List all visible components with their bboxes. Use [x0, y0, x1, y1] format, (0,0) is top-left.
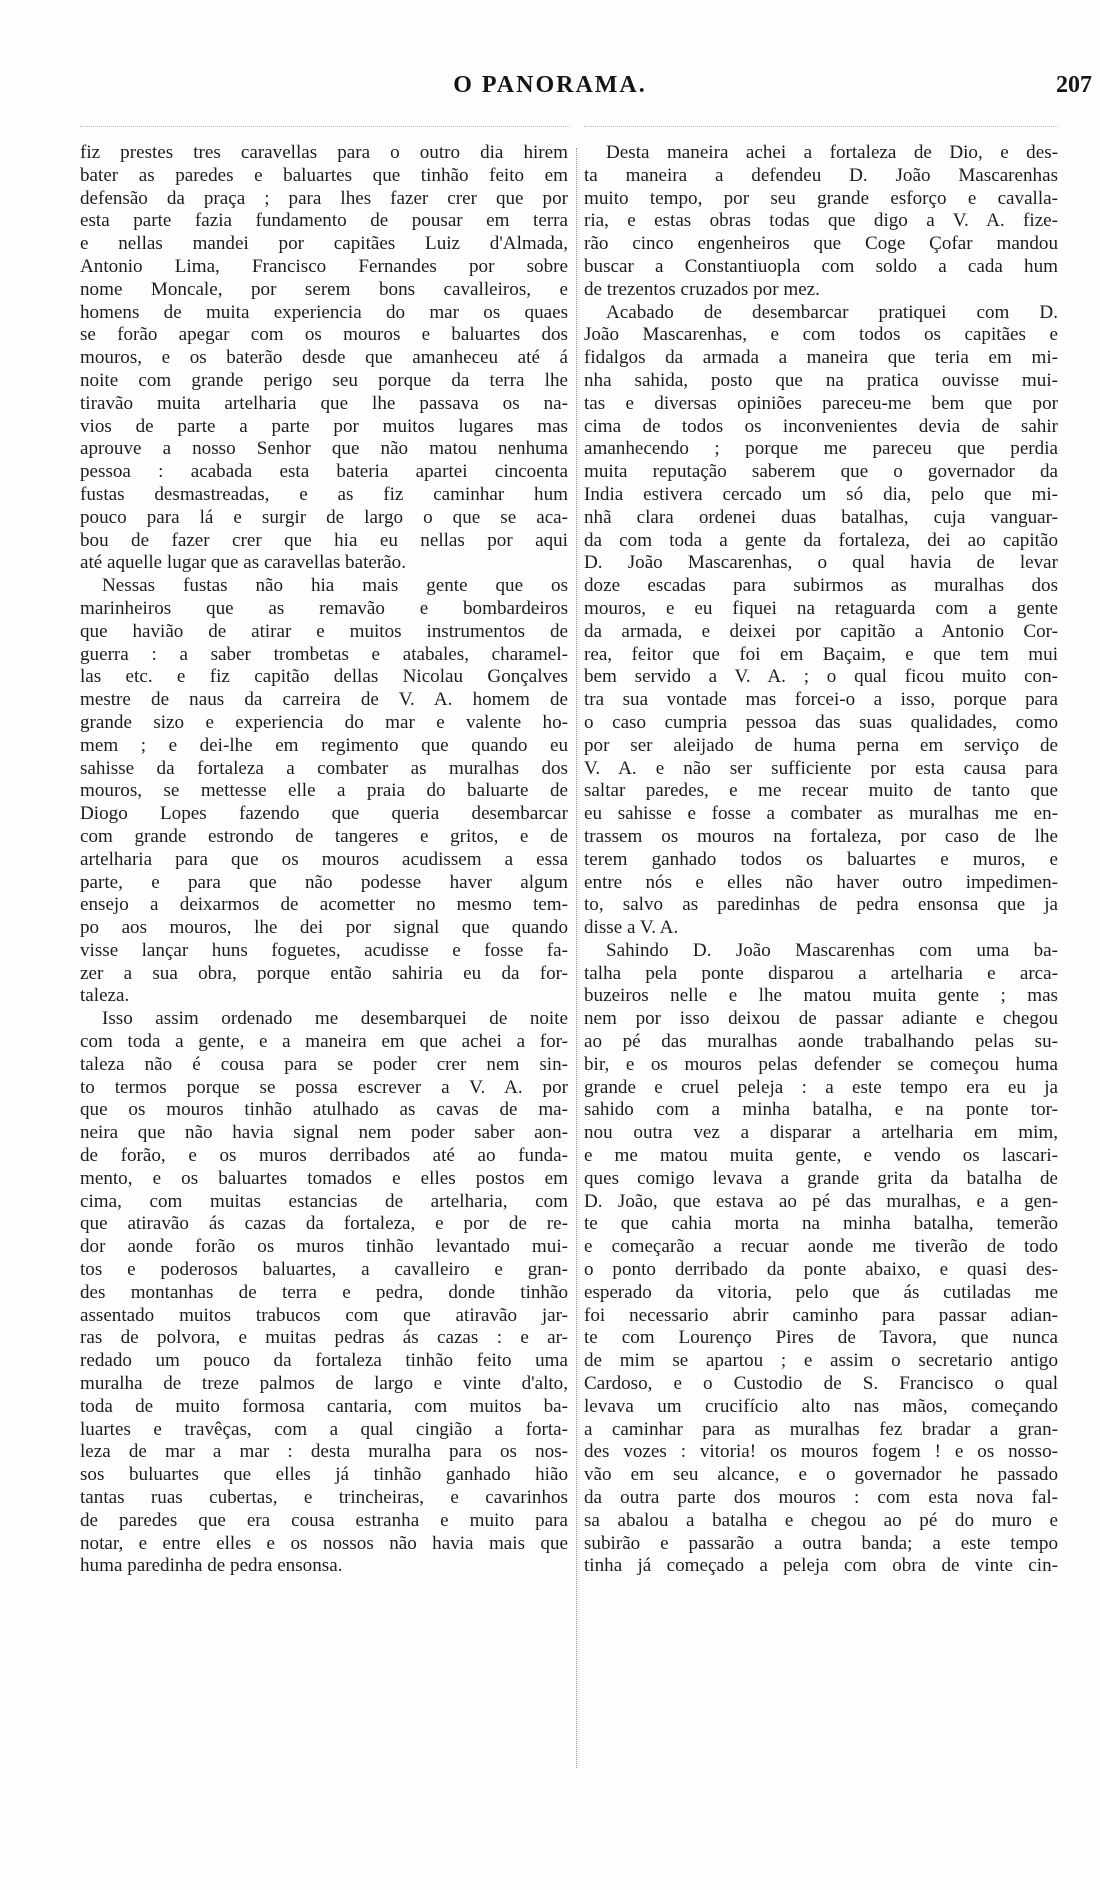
text-line: o ponto derribado da ponte abaixo, e quasi des-	[584, 1259, 1058, 1281]
header-rule-left	[80, 126, 570, 127]
text-line: que atiravão ás cazas da fortaleza, e por de re-	[80, 1213, 568, 1235]
text-line: trassem os mouros na fortaleza, por caso de lhe	[584, 825, 1058, 847]
text-line: homens de muita experiencia do mar os quaes	[80, 301, 568, 323]
text-line: nem por isso deixou de passar adiante e chegou	[584, 1008, 1058, 1030]
text-line: leza de mar a mar : desta muralha para os nos-	[80, 1441, 568, 1463]
text-line: fustas desmastreadas, e as fiz caminhar hum	[80, 483, 568, 505]
text-line: nha sahida, posto que na pratica ouvisse mui-	[584, 369, 1058, 391]
text-line: aprouve a nosso Senhor que não matou nenhuma	[80, 438, 568, 460]
text-line: notar, e entre elles e os nossos não havia mais que	[80, 1532, 568, 1554]
text-line: ques comigo levava a grande grita da batalha de	[584, 1167, 1058, 1189]
text-line: grande sizo e experiencia do mar e valente ho-	[80, 711, 568, 733]
text-line: fidalgos da armada a maneira que teria em mi-	[584, 347, 1058, 369]
text-line: levava um crucifício alto nas mãos, começando	[584, 1395, 1058, 1417]
text-line: to, salvo as paredinhas de pedra ensonsa que ja	[584, 894, 1058, 916]
text-line: cima de todos os inconvenientes devia de sahir	[584, 415, 1058, 437]
text-line: D. João, que estava ao pé das muralhas, e a gen-	[584, 1190, 1058, 1212]
text-line: por ser aleijado de huma perna em serviço de	[584, 734, 1058, 756]
text-line: bou de fazer crer que hia eu nellas por aqui	[80, 529, 568, 551]
header-rule-right	[584, 126, 1058, 127]
text-line: tas e diversas opiniões pareceu-me bem que por	[584, 392, 1058, 414]
text-line: sa abalou a batalha e chegou ao pé do muro e	[584, 1509, 1058, 1531]
text-line: des vozes : vitoria! os mouros fogem ! e os nosso-	[584, 1441, 1058, 1463]
text-line: Diogo Lopes fazendo que queria desembarcar	[80, 803, 568, 825]
text-line: buscar a Constantiuopla com soldo a cada hum	[584, 255, 1058, 277]
text-line: ta maneira a defendeu D. João Mascarenhas	[584, 164, 1058, 186]
text-line: doze escadas para subirmos as muralhas dos	[584, 575, 1058, 597]
text-line: João Mascarenhas, e com todos os capitães e	[584, 324, 1058, 346]
text-line: noite com grande perigo seu porque da terra lhe	[80, 369, 568, 391]
text-line: muralha de treze palmos de largo e vinte d'alto,	[80, 1373, 568, 1395]
text-line: to termos porque se possa escrever a V. A. por	[80, 1076, 568, 1098]
text-line: eu sahisse e fosse a combater as muralhas me en-	[584, 803, 1058, 825]
text-line: Desta maneira achei a fortaleza de Dio, e des-	[606, 142, 1058, 163]
text-line: defensão da praça ; para lhes fazer crer que por	[80, 187, 568, 209]
text-line: vios de parte a parte por muitos lugares mas	[80, 415, 568, 437]
column-divider	[576, 148, 577, 1768]
text-line: pouco para lá e surgir de largo o que se aca-	[80, 506, 568, 528]
text-line: e nellas mandei por capitães Luiz d'Almada,	[80, 233, 568, 255]
text-line: Sahindo D. João Mascarenhas com uma ba-	[606, 939, 1058, 961]
text-line: visse lançar huns foguetes, acudisse e fosse fa-	[80, 939, 568, 961]
text-line: nou outra vez a disparar a artelharia em mim,	[584, 1122, 1058, 1144]
text-line: da outra parte dos mouros : com esta nova fal-	[584, 1487, 1058, 1509]
left-column	[80, 142, 568, 1578]
text-line: neira que não havia signal nem poder saber aon-	[80, 1122, 568, 1144]
text-line: mestre de naus da carreira de V. A. homem de	[80, 689, 568, 711]
text-line: tantas ruas cubertas, e trincheiras, e cavarinhos	[80, 1487, 568, 1509]
page-number: 207	[1056, 72, 1092, 98]
text-line: buzeiros nelle e lhe matou muita gente ; mas	[584, 985, 1058, 1007]
text-line: até aquelle lugar que as caravellas baterão.	[80, 552, 407, 574]
text-line: amanhecendo ; porque me pareceu que perdia	[584, 438, 1058, 460]
text-line: a caminhar para as muralhas fez bradar a gran-	[584, 1418, 1058, 1440]
text-line: huma paredinha de pedra ensonsa.	[80, 1555, 343, 1577]
text-line: artelharia para que os mouros acudissem a essa	[80, 848, 568, 870]
text-line: que os mouros tinhão atulhado as cavas de ma-	[80, 1099, 568, 1121]
text-line: talha pela ponte disparou a artelharia e arca-	[584, 962, 1058, 984]
journal-title: O PANORAMA.	[453, 72, 647, 98]
text-line: mouros, e eu fiquei na retaguarda com a gente	[584, 597, 1058, 619]
text-line: redado um pouco da fortaleza tinhão feito uma	[80, 1350, 568, 1372]
text-line: ria, e estas obras todas que digo a V. A. fize-	[584, 210, 1058, 232]
text-line: parte, e para que não podesse haver algum	[80, 871, 568, 893]
text-line: sos buluartes que elles já tinhão ganhado hião	[80, 1464, 568, 1486]
text-line: grande e cruel peleja : a este tempo era eu ja	[584, 1076, 1058, 1098]
text-line: de mim se apartou ; e assim o secretario antigo	[584, 1350, 1058, 1372]
text-line: taleza não é cousa para se poder crer nem sin-	[80, 1053, 568, 1075]
right-column	[584, 142, 1058, 1578]
text-line: sahido com a minha batalha, e na ponte tor-	[584, 1099, 1058, 1121]
text-line: da armada, e deixei por capitão a Antonio Cor-	[584, 620, 1058, 642]
text-line: guerra : a saber trombetas e atabales, charamel-	[80, 643, 568, 665]
text-line: rea, feitor que foi em Baçaim, e que tem mui	[584, 643, 1058, 665]
text-line: disse a V. A.	[584, 917, 679, 939]
text-line: muito tempo, por seu grande esforço e cavalla-	[584, 187, 1058, 209]
text-line: las etc. e fiz capitão dellas Nicolau Gonçalves	[80, 666, 568, 688]
text-line: luartes e travêças, com a qual cingião a forta-	[80, 1418, 568, 1440]
text-line: dor aonde forão os muros tinhão levantado mui-	[80, 1236, 568, 1258]
text-line: Nessas fustas não hia mais gente que os	[102, 575, 568, 597]
text-line: mento, e os baluartes tomados e elles postos em	[80, 1167, 568, 1189]
text-line: Acabado de desembarcar pratiquei com D.	[606, 301, 1058, 323]
text-line: de forão, e os muros derribados até ao funda-	[80, 1145, 568, 1167]
text-line: cima, com muitas estancias de artelharia, com	[80, 1190, 568, 1212]
text-line: saltar paredes, e me recear muito de tanto que	[584, 780, 1058, 802]
text-line: de paredes que era cousa estranha e muito para	[80, 1509, 568, 1531]
text-line: o caso cumpria pessoa das suas qualidades, como	[584, 711, 1058, 733]
text-line: bater as paredes e baluartes que tinhão feito em	[80, 164, 568, 186]
text-line: D. João Mascarenhas, o qual havia de levar	[584, 552, 1058, 574]
text-line: mem ; e dei-lhe em regimento que quando eu	[80, 734, 568, 756]
text-line: tra sua vontade mas forcei-o a isso, porque para	[584, 689, 1058, 711]
text-line: da com toda a gente da fortaleza, dei ao capitão	[584, 529, 1058, 551]
text-line: esta parte fazia fundamento de pousar em terra	[80, 210, 568, 232]
text-line: Cardoso, e o Custodio de S. Francisco o qual	[584, 1373, 1058, 1395]
text-line: entre nós e elles não haver outro impedimen-	[584, 871, 1058, 893]
text-line: zer a sua obra, porque então sahiria eu da for-	[80, 962, 568, 984]
text-line: sahisse da fortaleza a combater as muralhas dos	[80, 757, 568, 779]
text-line: ao pé das muralhas aonde trabalhando pelas su-	[584, 1031, 1058, 1053]
text-line: nhã clara ordenei duas batalhas, cuja vanguar-	[584, 506, 1058, 528]
text-line: ensejo a deixarmos de acometter no mesmo tem-	[80, 894, 568, 916]
text-line: des montanhas de terra e pedra, donde tinhão	[80, 1281, 568, 1303]
text-line: Antonio Lima, Francisco Fernandes por sobre	[80, 255, 568, 277]
text-line: e começarão a recuar aonde me tiverão de todo	[584, 1236, 1058, 1258]
text-line: com toda a gente, e a maneira em que achei a for-	[80, 1031, 568, 1053]
text-line: Isso assim ordenado me desembarquei de noite	[102, 1008, 568, 1030]
text-line: mouros, e os baterão desde que amanheceu até á	[80, 347, 568, 369]
text-line: com grande estrondo de tangeres e gritos, e de	[80, 825, 568, 847]
text-line: muita reputação saberem que o governador da	[584, 461, 1058, 483]
text-line: fiz prestes tres caravellas para o outro dia hirem	[80, 142, 568, 163]
text-line: que havião de atirar e muitos instrumentos de	[80, 620, 568, 642]
text-line: te que cahia morta na minha batalha, temerão	[584, 1213, 1058, 1235]
text-line: tos e poderosos baluartes, a cavalleiro e gran-	[80, 1259, 568, 1281]
text-line: mouros, se mettesse elle a praia do baluarte de	[80, 780, 568, 802]
page-header	[0, 72, 1100, 106]
text-line: India estivera cercado um só dia, pelo que mi-	[584, 483, 1058, 505]
text-line: bem servido a V. A. ; o qual ficou muito con-	[584, 666, 1058, 688]
text-line: vão em seu alcance, e o governador he passado	[584, 1464, 1058, 1486]
text-line: se forão apegar com os mouros e baluartes dos	[80, 324, 568, 346]
text-line: ras de polvora, e muitas pedras ás cazas : e ar-	[80, 1327, 568, 1349]
text-line: te com Lourenço Pires de Tavora, que nunca	[584, 1327, 1058, 1349]
text-line: tiravão muita artelharia que lhe passava os na-	[80, 392, 568, 414]
text-line: taleza.	[80, 985, 130, 1007]
text-line: esperado da vitoria, pelo que ás cutiladas me	[584, 1281, 1058, 1303]
text-line: po aos mouros, lhe dei por signal que quando	[80, 917, 568, 939]
text-line: pessoa : acabada esta bateria apartei cincoenta	[80, 461, 568, 483]
text-line: V. A. e não ser sufficiente por esta causa para	[584, 757, 1058, 779]
text-line: de trezentos cruzados por mez.	[584, 278, 820, 300]
text-line: tinha já começado a peleja com obra de vinte cin-	[584, 1555, 1058, 1577]
text-line: bir, e os mouros pelas defender se começou huma	[584, 1053, 1058, 1075]
text-line: assentado muitos trabucos com que atiravão jar-	[80, 1304, 568, 1326]
text-line: nome Moncale, por serem bons cavalleiros, e	[80, 278, 568, 300]
text-line: foi necessario abrir caminho para passar adian-	[584, 1304, 1058, 1326]
text-line: rão cinco engenheiros que Coge Çofar mandou	[584, 233, 1058, 255]
text-line: marinheiros que as remavão e bombardeiros	[80, 597, 568, 619]
text-line: toda de muito formosa cantaria, com muitos ba-	[80, 1395, 568, 1417]
text-line: subirão e passarão a outra banda; a este tempo	[584, 1532, 1058, 1554]
text-line: terem ganhado todos os baluartes e muros, e	[584, 848, 1058, 870]
text-line: e me matou muita gente, e vendo os lascari-	[584, 1145, 1058, 1167]
